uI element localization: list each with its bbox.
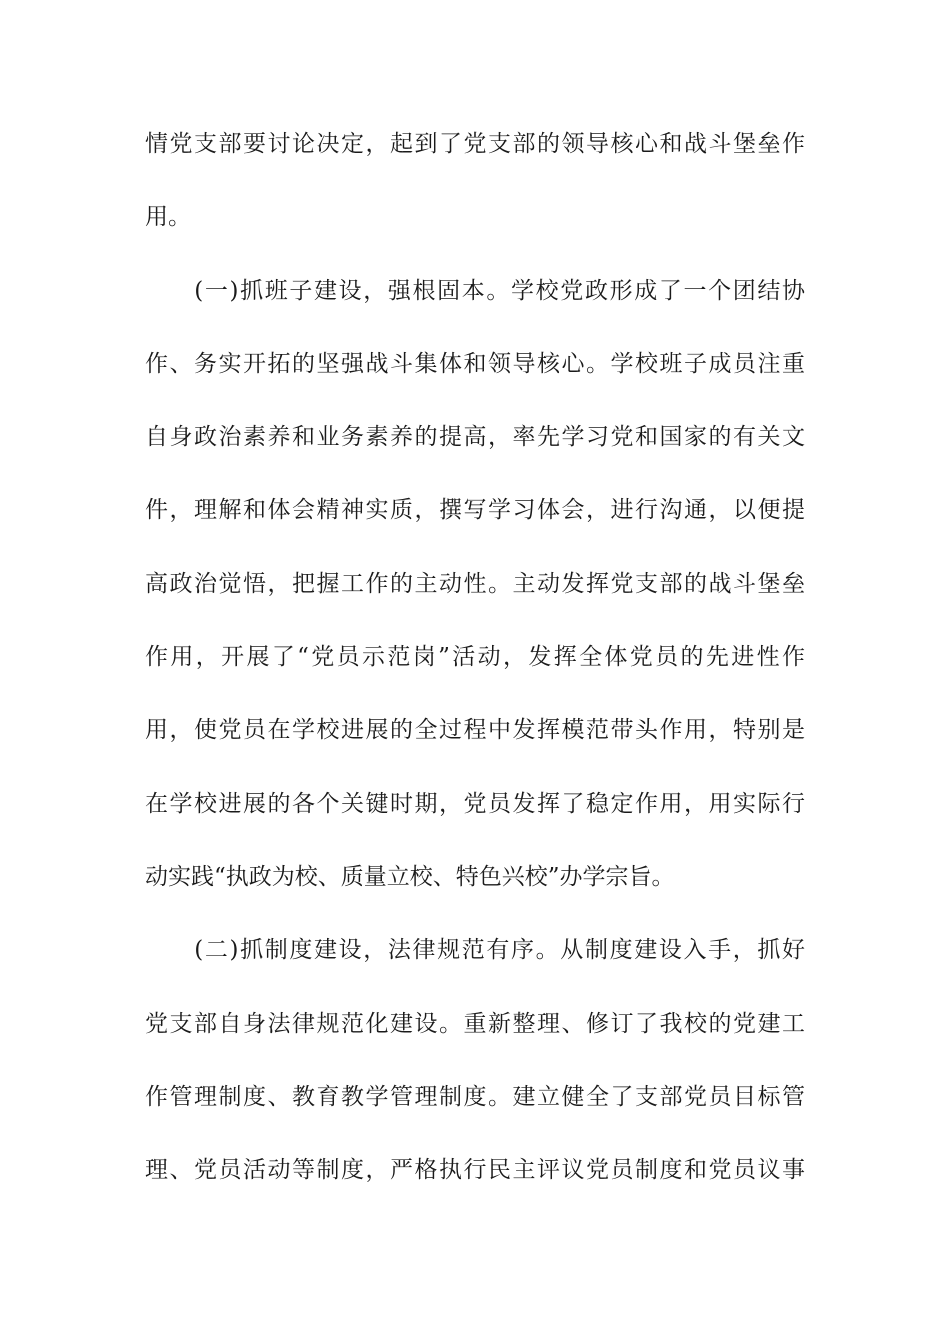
- text-line: 用，使党员在学校进展的全过程中发挥模范带头作用，特别是: [145, 717, 805, 744]
- text-line: (二)抓制度建设，法律规范有序。从制度建设入手，抓好: [145, 937, 805, 964]
- body-text: [145, 128, 805, 1227]
- text-line: (一)抓班子建设，强根固本。学校党政形成了一个团结协: [145, 277, 805, 304]
- text-line: 党支部自身法律规范化建设。重新整理、修订了我校的党建工: [145, 1010, 805, 1037]
- text-line: 在学校进展的各个关键时期，党员发挥了稳定作用，用实际行: [145, 790, 805, 817]
- text-line: 件，理解和体会精神实质，撰写学习体会，进行沟通，以便提: [145, 497, 805, 524]
- text-line: 动实践“执政为校、质量立校、特色兴校”办学宗旨。: [145, 863, 675, 890]
- text-line: 自身政治素养和业务素养的提高，率先学习党和国家的有关文: [145, 424, 805, 451]
- text-line: 作用，开展了“党员示范岗”活动，发挥全体党员的先进性作: [145, 644, 805, 671]
- text-line: 高政治觉悟，把握工作的主动性。主动发挥党支部的战斗堡垒: [145, 570, 805, 597]
- text-line: 作管理制度、教育教学管理制度。建立健全了支部党员目标管: [145, 1083, 805, 1110]
- text-line: 用。: [145, 204, 191, 231]
- text-line: 作、务实开拓的坚强战斗集体和领导核心。学校班子成员注重: [145, 350, 805, 377]
- text-line: 情党支部要讨论决定，起到了党支部的领导核心和战斗堡垒作: [145, 131, 805, 157]
- text-line: 理、党员活动等制度，严格执行民主评议党员制度和党员议事: [145, 1157, 805, 1184]
